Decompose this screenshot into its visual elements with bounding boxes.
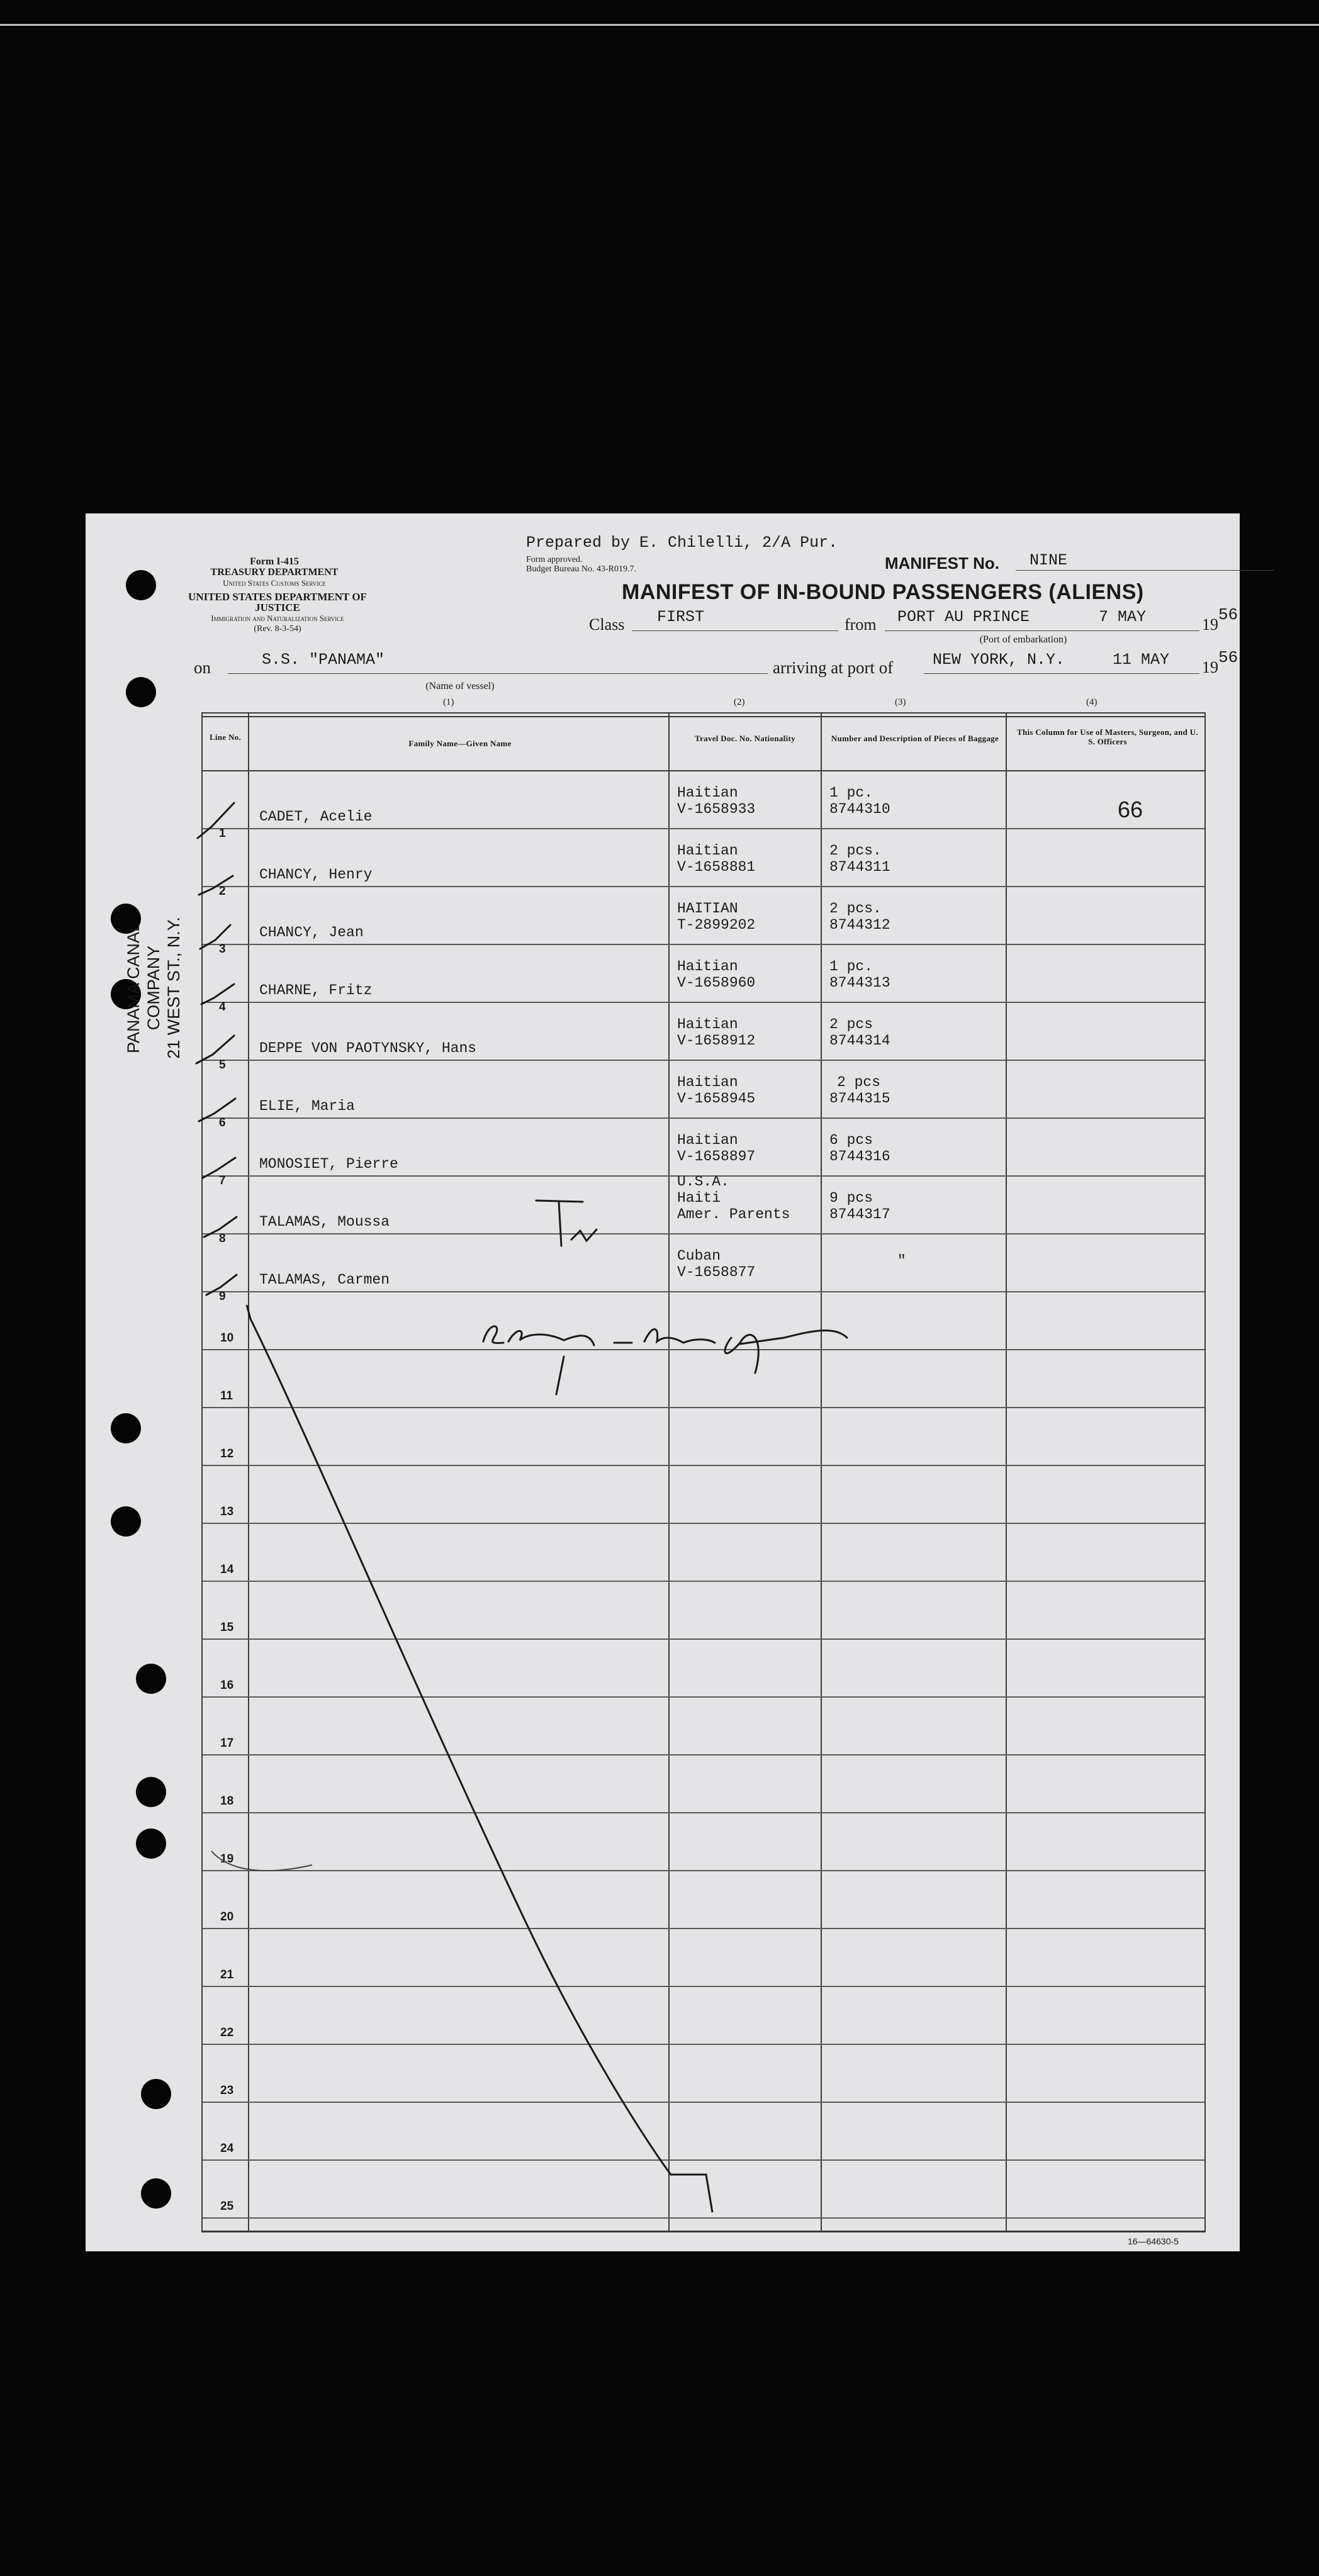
arriving-label: arriving at port of <box>773 658 894 677</box>
manifest-page <box>86 513 1240 2251</box>
line-number: 19 <box>220 1852 234 1866</box>
cancel-line <box>247 1305 712 2212</box>
check-mark <box>198 803 234 838</box>
side-stamp <box>123 893 183 1082</box>
col-header-line-no: Line No. <box>209 732 242 742</box>
approval-line2: Budget Bureau No. 43-R019.7. <box>526 564 636 574</box>
col-header-baggage: Number and Description of Pieces of Baggage <box>831 734 999 743</box>
baggage-number: 8744311 <box>829 859 890 875</box>
page-title: MANIFEST OF IN-BOUND PASSENGERS (ALIENS) <box>622 580 1144 604</box>
travel-doc-note: Amer. Parents <box>677 1206 790 1223</box>
line-number: 25 <box>220 2200 234 2213</box>
baggage-pieces: 2 pcs. <box>829 843 882 859</box>
line-number: 7 <box>219 1174 226 1187</box>
col-header-doc: Travel Doc. No. Nationality <box>695 734 795 743</box>
top-border-line <box>0 24 1319 26</box>
baggage-number: 8744312 <box>829 917 890 933</box>
line-number: 15 <box>220 1621 234 1634</box>
line-number: 22 <box>220 2026 234 2039</box>
check-mark <box>206 1275 237 1295</box>
form-number: Form I-415 <box>250 556 299 567</box>
line-number: 23 <box>220 2084 234 2097</box>
arrival-year-suffix: 56 <box>1218 648 1238 667</box>
vessel-caption: (Name of vessel) <box>425 681 495 692</box>
passenger-name: TALAMAS, Moussa <box>259 1214 390 1230</box>
arrival-port: NEW YORK, N.Y. <box>933 651 1065 669</box>
travel-doc: V-1658897 <box>677 1148 756 1165</box>
signature-stroke <box>508 1331 594 1345</box>
footer-code: 16—64630-5 <box>1128 2236 1179 2246</box>
class-label: Class <box>589 615 625 634</box>
baggage-number: 8744313 <box>829 975 890 991</box>
line-number: 13 <box>220 1505 234 1518</box>
baggage-ditto: " <box>897 1253 906 1269</box>
line-number: 2 <box>219 885 226 898</box>
nationality: Haitian <box>677 1132 738 1148</box>
line-number: 11 <box>220 1389 233 1403</box>
nationality: Haitian <box>677 843 738 859</box>
check-marks <box>196 803 237 1295</box>
line-number: 3 <box>219 943 226 956</box>
prepared-by: Prepared by E. Chilelli, 2/A Pur. <box>526 534 838 552</box>
check-mark <box>203 1158 235 1178</box>
on-label: on <box>194 658 211 677</box>
handwriting-overlay <box>86 513 1240 2251</box>
signature-stroke <box>725 1330 847 1373</box>
line-number: 17 <box>220 1737 234 1750</box>
baggage-number: 8744317 <box>829 1206 890 1223</box>
check-mark <box>201 984 234 1004</box>
col-num-1: (1) <box>443 697 454 707</box>
line-number: 21 <box>220 1968 234 1981</box>
nationality: Haitian <box>677 785 738 801</box>
initials-stroke <box>536 1201 583 1246</box>
revision: (Rev. 8-3-54) <box>254 624 301 634</box>
passenger-name: CHARNE, Fritz <box>259 982 373 999</box>
line-number: 10 <box>220 1331 234 1345</box>
travel-doc: V-1658933 <box>677 801 756 817</box>
passenger-name: ELIE, Maria <box>259 1098 355 1114</box>
check-mark <box>200 925 230 949</box>
col-num-4: (4) <box>1086 697 1097 707</box>
embark-date: 7 MAY <box>1099 608 1147 626</box>
signature-marks <box>483 1201 847 1394</box>
line-number: 6 <box>219 1116 226 1129</box>
travel-doc: V-1658881 <box>677 859 756 875</box>
baggage-pieces: 1 pc. <box>829 958 873 975</box>
manifest-no-value: NINE <box>1030 551 1068 569</box>
treasury-dept: TREASURY DEPARTMENT <box>210 567 339 578</box>
col-num-3: (3) <box>895 697 906 707</box>
check-mark <box>199 876 233 895</box>
signature-stroke <box>556 1357 564 1394</box>
travel-doc: T-2899202 <box>677 917 756 933</box>
travel-doc: V-1658877 <box>677 1264 756 1280</box>
nationality: Haitian <box>677 1016 738 1033</box>
embark-year-suffix: 56 <box>1218 605 1238 624</box>
line-number: 1 <box>219 827 226 840</box>
signature-stroke <box>644 1330 715 1343</box>
travel-doc: V-1658945 <box>677 1090 756 1107</box>
check-mark <box>196 1036 234 1063</box>
line-number: 16 <box>220 1679 234 1692</box>
baggage-pieces: 2 pcs <box>829 1016 873 1033</box>
line-number: 14 <box>220 1563 234 1576</box>
passenger-name: CADET, Acelie <box>259 809 373 825</box>
initials-stroke <box>571 1229 597 1241</box>
line-number: 8 <box>219 1232 226 1245</box>
embark-caption: (Port of embarkation) <box>979 634 1067 645</box>
col-header-name: Family Name—Given Name <box>408 739 512 748</box>
travel-doc: V-1658912 <box>677 1033 756 1049</box>
baggage-pieces: 1 pc. <box>829 785 873 801</box>
stray-mark <box>211 1851 312 1871</box>
customs-service: United States Customs Service <box>223 578 326 588</box>
arrival-date: 11 MAY <box>1113 651 1170 669</box>
baggage-number: 8744316 <box>829 1148 890 1165</box>
embark-year-prefix: 19 <box>1202 615 1218 634</box>
line-number: 5 <box>219 1058 226 1072</box>
vessel-value: S.S. "PANAMA" <box>262 651 385 669</box>
baggage-number: 8744315 <box>829 1090 890 1107</box>
check-mark <box>199 1099 235 1121</box>
officer-count: 66 <box>1118 797 1143 822</box>
nationality: Haitian <box>677 958 738 975</box>
stamp-line2: 21 WEST ST., N.Y. <box>164 917 183 1059</box>
signature-stroke <box>483 1326 503 1343</box>
baggage-pieces: 2 pcs <box>837 1074 881 1090</box>
ins-service: Immigration and Naturalization Service <box>211 613 344 623</box>
baggage-number: 8744314 <box>829 1033 890 1049</box>
nationality: HAITIAN <box>677 900 738 917</box>
travel-doc: V-1658960 <box>677 975 756 991</box>
class-value: FIRST <box>657 608 705 626</box>
col-header-officers: This Column for Use of Masters, Surgeon, and U. S. Officers <box>1017 727 1198 746</box>
baggage-pieces: 6 pcs <box>829 1132 873 1148</box>
passenger-name: MONOSIET, Pierre <box>259 1156 398 1172</box>
travel-doc: Haiti <box>677 1190 721 1206</box>
line-number: 12 <box>220 1447 234 1460</box>
arrival-year-prefix: 19 <box>1202 658 1218 676</box>
nationality: Haitian <box>677 1074 738 1090</box>
passenger-name: CHANCY, Jean <box>259 924 364 941</box>
check-mark <box>204 1217 237 1237</box>
nationality: U.S.A. <box>677 1173 729 1190</box>
line-number: 24 <box>220 2142 234 2155</box>
line-number: 4 <box>219 1000 226 1014</box>
from-label: from <box>845 615 877 634</box>
line-number: 20 <box>220 1910 234 1924</box>
passenger-name: DEPPE VON PAOTYNSKY, Hans <box>259 1040 477 1056</box>
passenger-name: TALAMAS, Carmen <box>259 1272 390 1288</box>
justice-dept: UNITED STATES DEPARTMENT OF JUSTICE <box>188 591 367 613</box>
baggage-number: 8744310 <box>829 801 890 817</box>
col-num-2: (2) <box>734 697 745 707</box>
approval-line1: Form approved. <box>526 555 583 564</box>
line-number: 9 <box>219 1290 226 1303</box>
stamp-line1: PANAMA CANAL COMPANY <box>124 922 163 1054</box>
baggage-pieces: 9 pcs <box>829 1190 873 1206</box>
baggage-pieces: 2 pcs. <box>829 900 882 917</box>
manifest-no-label: MANIFEST No. <box>885 554 999 573</box>
passenger-name: CHANCY, Henry <box>259 866 373 883</box>
nationality: Cuban <box>677 1248 721 1264</box>
line-number: 18 <box>220 1795 234 1808</box>
from-value: PORT AU PRINCE <box>897 608 1030 626</box>
